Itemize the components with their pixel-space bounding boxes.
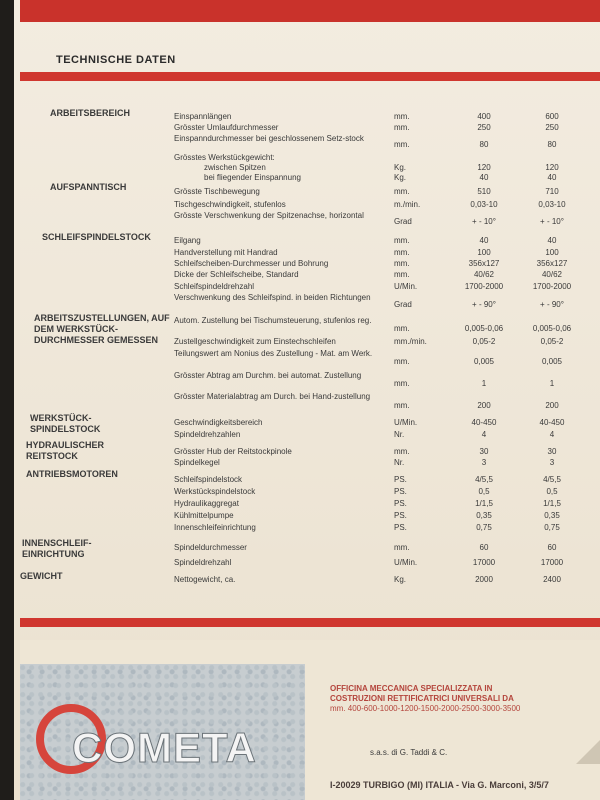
row-value-600: 40/62 [541, 270, 563, 279]
row-desc: Innenschleifeinrichtung [174, 523, 256, 532]
row-desc: Einspanndurchmesser bei geschlossenem Setz-stock [174, 134, 364, 143]
row-unit: PS. [394, 499, 407, 508]
row-unit: mm. [394, 447, 410, 456]
section-label: AUFSPANNTISCH [50, 182, 127, 192]
row-value-600: 120 [545, 163, 559, 172]
row-value-400: 4/5,5 [475, 475, 493, 484]
row-value-400: 80 [479, 140, 489, 149]
row-value-400: 40 [479, 173, 489, 182]
top-red-rule [20, 72, 600, 81]
row-desc: Spindeldrehzahlen [174, 430, 241, 439]
row-unit: PS. [394, 511, 407, 520]
row-value-600: 1/1,5 [543, 499, 561, 508]
row-desc: Grösster Umlaufdurchmesser [174, 123, 279, 132]
row-value-400: 17000 [472, 558, 496, 567]
row-desc: Hydraulikaggregat [174, 499, 239, 508]
row-unit: m./min. [394, 200, 421, 209]
row-desc: Grösste Verschwenkung der Spitzenachse, horizontal [174, 211, 364, 220]
row-value-600: + - 10° [540, 217, 564, 226]
row-unit: PS. [394, 487, 407, 496]
row-value-600: 356x127 [536, 259, 568, 268]
row-unit: U/Min. [394, 282, 418, 291]
row-value-600: 1700-2000 [532, 282, 572, 291]
row-desc: Spindeldrehzahl [174, 558, 232, 567]
row-value-400: + - 90° [472, 300, 496, 309]
row-desc: Handverstellung mit Handrad [174, 248, 278, 257]
row-value-400: 4 [481, 430, 487, 439]
bottom-red-rule [20, 618, 600, 627]
row-value-400: 0,35 [476, 511, 492, 520]
row-desc: bei fliegender Einspannung [204, 173, 301, 182]
row-value-600: 600 [545, 112, 559, 121]
row-unit: mm. [394, 187, 410, 196]
row-unit: mm. [394, 248, 410, 257]
section-label: ARBEITSZUSTELLUNGEN, AUF DEM WERKSTÜCK-DURCHMESSER GEMESSEN [34, 313, 170, 345]
section-label: ARBEITSBEREICH [50, 108, 131, 118]
row-value-600: 40-450 [539, 418, 565, 427]
row-unit: Grad [394, 300, 412, 309]
page-title: TECHNISCHE DATEN [56, 54, 176, 66]
row-unit: mm. [394, 236, 410, 245]
row-value-600: 250 [545, 123, 559, 132]
row-value-600: 4 [549, 430, 555, 439]
row-value-600: 17000 [540, 558, 564, 567]
row-desc: Grösstes Werkstückgewicht: [174, 153, 275, 162]
company-info [330, 684, 595, 714]
row-value-600: 1 [549, 379, 555, 388]
row-value-400: 200 [477, 401, 491, 410]
row-value-400: 40/62 [473, 270, 495, 279]
row-unit: mm. [394, 324, 410, 333]
row-desc: Grösster Hub der Reitstockpinole [174, 447, 292, 456]
row-desc: Nettogewicht, ca. [174, 575, 236, 584]
row-desc: Grösste Tischbewegung [174, 187, 260, 196]
row-value-400: 0,005 [473, 357, 495, 366]
row-unit: Nr. [394, 458, 405, 467]
row-value-400: 250 [477, 123, 491, 132]
row-unit: Kg. [394, 575, 407, 584]
row-unit: mm. [394, 543, 410, 552]
row-desc: zwischen Spitzen [204, 163, 266, 172]
row-desc: Tischgeschwindigkeit, stufenlos [174, 200, 286, 209]
row-value-600: 710 [545, 187, 559, 196]
row-value-400: 1700-2000 [464, 282, 504, 291]
section-label: GEWICHT [20, 571, 63, 581]
row-unit: PS. [394, 523, 407, 532]
row-desc: Autom. Zustellung bei Tischumsteuerung, stufenlos reg. [174, 316, 372, 325]
row-unit: U/Min. [394, 418, 418, 427]
row-unit: Nr. [394, 430, 405, 439]
row-value-600: 40 [547, 173, 557, 182]
row-unit: PS. [394, 475, 407, 484]
row-value-600: 0,05-2 [540, 337, 564, 346]
section-label: ANTRIEBSMOTOREN [26, 469, 118, 479]
company-line-3: mm. 400-600-1000-1200-1500-2000-2500-3000-3500 [330, 704, 521, 713]
section-label: SCHLEIFSPINDELSTOCK [42, 232, 151, 242]
page-corner-fold [576, 740, 600, 764]
row-value-600: 80 [547, 140, 557, 149]
row-desc: Geschwindigkeitsbereich [174, 418, 263, 427]
row-value-400: 3 [481, 458, 487, 467]
row-value-600: 4/5,5 [543, 475, 561, 484]
row-value-600: 100 [545, 248, 559, 257]
row-value-600: 0,005 [541, 357, 563, 366]
spec-sheet [14, 0, 600, 800]
row-unit: mm. [394, 379, 410, 388]
row-value-600: 0,005-0,06 [532, 324, 572, 333]
top-red-band [20, 0, 600, 22]
company-line-2: COSTRUZIONI RETTIFICATRICI UNIVERSALI DA [330, 694, 514, 703]
row-value-600: + - 90° [540, 300, 564, 309]
row-desc: Schleifspindelstock [174, 475, 243, 484]
company-owners: s.a.s. di G. Taddi & C. [370, 748, 448, 757]
row-value-600: 200 [545, 401, 559, 410]
section-label: WERKSTÜCK-SPINDELSTOCK [30, 413, 101, 434]
row-value-400: 0,005-0,06 [464, 324, 504, 333]
row-value-400: 40 [479, 236, 489, 245]
row-value-400: 356x127 [468, 259, 500, 268]
row-value-600: 60 [547, 543, 557, 552]
row-value-400: 1/1,5 [475, 499, 493, 508]
row-unit: mm. [394, 357, 410, 366]
row-value-600: 0,03-10 [538, 200, 566, 209]
row-value-400: 30 [479, 447, 489, 456]
section-label: HYDRAULISCHER REITSTOCK [26, 440, 105, 461]
row-unit: mm. [394, 401, 410, 410]
row-unit: U/Min. [394, 558, 418, 567]
row-desc: Einspannlängen [174, 112, 232, 121]
row-value-600: 3 [549, 458, 555, 467]
row-value-600: 400 [477, 112, 491, 121]
section-label: INNENSCHLEIF-EINRICHTUNG [22, 538, 92, 559]
row-value-400: 2000 [475, 575, 493, 584]
row-unit: mm. [394, 259, 410, 268]
row-value-600: 30 [547, 447, 557, 456]
row-value-400: 40-450 [471, 418, 497, 427]
row-value-600: 0,5 [546, 487, 558, 496]
row-unit: mm. [394, 123, 410, 132]
row-unit: mm./min. [394, 337, 427, 346]
row-desc: Spindeldurchmesser [174, 543, 247, 552]
row-value-400: 120 [477, 163, 491, 172]
row-desc: Zustellgeschwindigkeit zum Einstechschleifen [174, 337, 336, 346]
row-desc: Schleifscheiben-Durchmesser und Bohrung [174, 259, 329, 268]
row-unit: mm. [394, 140, 410, 149]
row-desc: Verschwenkung des Schleifspind. in beiden Richtungen [174, 293, 371, 302]
row-value-400: 0,05-2 [472, 337, 496, 346]
row-desc: Schleifspindeldrehzahl [174, 282, 255, 291]
row-desc: Teilungswert am Nonius des Zustellung - Mat. am Werk. [174, 349, 373, 358]
logo-wordmark: COMETA [72, 724, 257, 771]
row-value-600: 2400 [543, 575, 561, 584]
company-address: I-20029 TURBIGO (MI) ITALIA - Via G. Marconi, 3/5/7 [330, 780, 549, 790]
row-value-400: + - 10° [472, 217, 496, 226]
row-unit: Kg. [394, 163, 407, 172]
row-value-400: 0,5 [478, 487, 490, 496]
row-desc: Werkstückspindelstock [174, 487, 256, 496]
row-value-400: 0,75 [476, 523, 492, 532]
row-value-400: 100 [477, 248, 491, 257]
row-desc: Dicke der Schleifscheibe, Standard [174, 270, 299, 279]
row-desc: Eilgang [174, 236, 201, 245]
company-line-1: OFFICINA MECCANICA SPECIALIZZATA IN [330, 684, 493, 693]
row-unit: Grad [394, 217, 412, 226]
row-unit: mm. [394, 270, 410, 279]
row-value-600: 0,35 [544, 511, 560, 520]
cometa-logo [20, 664, 305, 800]
row-value-400: 510 [477, 187, 491, 196]
row-unit: Kg. [394, 173, 407, 182]
row-unit: mm. [394, 112, 410, 121]
row-value-600: 0,75 [544, 523, 560, 532]
row-value-600: 40 [547, 236, 557, 245]
footer [20, 640, 600, 800]
row-desc: Grösster Abtrag am Durchm. bei automat. Zustellung [174, 371, 362, 380]
row-value-400: 0,03-10 [470, 200, 498, 209]
row-desc: Grösster Materialabtrag am Durch. bei Hand-zustellung [174, 392, 371, 401]
row-value-400: 60 [479, 543, 489, 552]
row-desc: Spindelkegel [174, 458, 220, 467]
row-value-400: 1 [481, 379, 487, 388]
row-desc: Kühlmittelpumpe [174, 511, 234, 520]
